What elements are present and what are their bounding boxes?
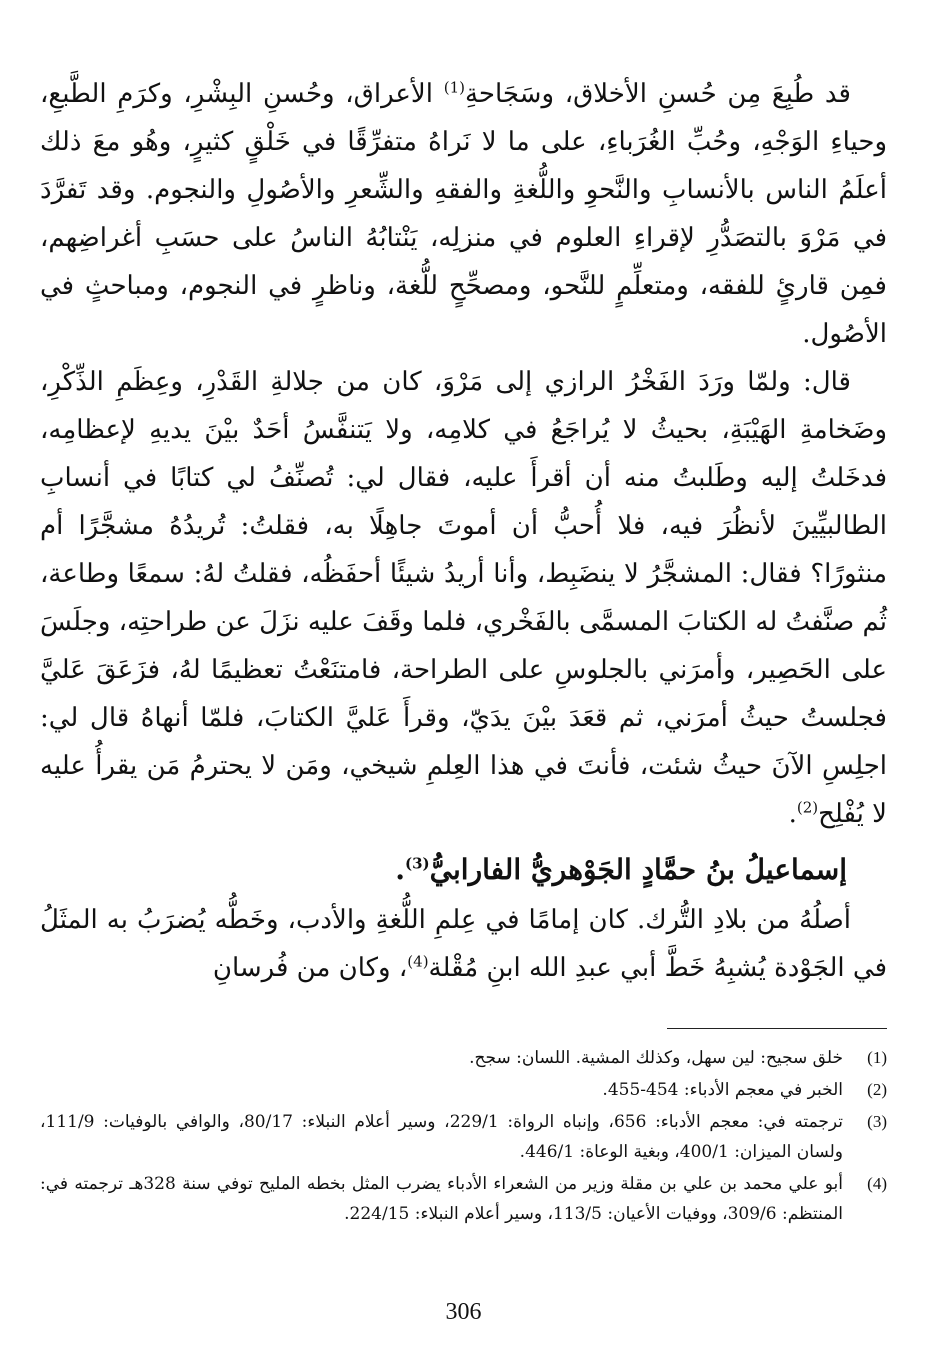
footnote-ref-2[interactable]: (2)	[796, 798, 819, 817]
footnote-text: ترجمته في: معجم الأدباء: 656، وإنباه الرواة: 229/1، وسير أعلام النبلاء: 80/17، والوافي بالوفيات: 111/9، ولسان الميزان: 400/1، وبغية الوعاة: 446/1.	[40, 1112, 844, 1162]
footnote-number: (1)	[867, 1048, 887, 1067]
footnote-ref-3[interactable]: (3)	[405, 854, 430, 873]
paragraph-3-part-a: أصلُهُ من بلادِ التُّرك. كان إمامًا في عِلمِ اللُّغةِ والأدب، وخَطُّه يُضرَبُ به المثَلُ في الجَوْدة يُشبِهُ خَطَّ أبي عبدِ الله ابنِ مُقْلة	[40, 905, 887, 983]
footnote-1	[40, 1043, 887, 1073]
paragraph-2	[40, 358, 887, 838]
footnote-ref-4[interactable]: (4)	[407, 952, 429, 971]
footnote-separator	[667, 1028, 887, 1029]
footnote-ref-1[interactable]: (1)	[443, 78, 465, 97]
footnote-text: الخبر في معجم الأدباء: 454-455.	[602, 1080, 843, 1100]
paragraph-2-text: قال: ولمّا ورَدَ الفَخْرُ الرازي إلى مَرْوَ، كان من جلالةِ القَدْرِ، وعِظَمِ الذِّكْرِ، وضَخامةِ الهَيْبَةِ، بحيثُ لا يُراجَعُ في كلامِه، ولا يَتنفَّسُ أحَدٌ بيْنَ يديهِ لإعظامِه، فدخَلتُ إليه وطَلبتُ منه أن أقرأَ عليه، فقال لي: تُصنِّفُ لي كتابًا في أنسابِ الطالبيِّينَ لأنظُرَ فيه، فلا أُحبُّ أن أموتَ جاهِلًا به، فقلتُ: تُريدُهُ مشجَّرًا أم منثورًا؟ فقال: المشجَّرُ لا ينضَبِط، وأنا أريدُ شيئًا أحفَظُه، فقلتُ لهُ: سمعًا وطاعة، ثُم صنَّفتُ له الكتابَ المسمَّى بالفَخْري، فلما وقَفَ عليه نزَلَ عن طراحتِه، وجلَسَ على الحَصِير، وأمرَني بالجلوسِ على الطراحة، فامتنَعْتُ تعظيمًا لهُ، فزَعَقَ عَليَّ فجلستُ حيثُ أمرَني، ثم قعَدَ بيْنَ يدَيّ، وقرأَ عَليَّ الكتابَ، فلمّا أنهاهُ قال لي: اجلِسِ الآنَ حيثُ شئت، فأنتَ في هذا العِلمِ شيخي، ومَن لا يحترمُ مَن يقرأُ عليه لا يُفْلِح	[40, 367, 887, 829]
paragraph-1	[40, 70, 887, 358]
paragraph-1-part-b: الأعراق، وحُسنِ البِشْرِ، وكرَمِ الطَّبعِ، وحياءِ الوَجْهِ، وحُبِّ الغُرَباءِ، على ما لا نَراهُ متفرِّقًا في خَلْقٍ كثيرٍ، وهُو معَ ذلك أعلَمُ الناس بالأنسابِ والنَّحوِ واللُّغةِ والفقهِ والشِّعرِ والأصُولِ والنجوم. وقد تَفرَّدَ في مَرْوَ بالتصَدُّرِ لإقراءِ العلوم في منزلِه، يَنْتابُهُ الناسُ على حسَبِ أغراضِهم، فمِن قارئٍ للفقه، ومتعلِّمٍ للنَّحو، ومصحِّحٍ للُّغة، وناظرٍ في النجوم، ومباحثٍ في الأصُول.	[40, 79, 887, 349]
footnote-3	[40, 1107, 887, 1167]
paragraph-1-part-a: قد طُبِعَ مِن حُسنِ الأخلاق، وسَجَاحةِ	[464, 79, 851, 109]
footnote-number: (4)	[867, 1174, 887, 1193]
heading-end: .	[395, 853, 405, 886]
footnote-text: خلق سجيح: لين سهل، وكذلك المشية. اللسان: سجح.	[469, 1048, 843, 1068]
footnote-separator-wrap	[40, 992, 887, 1043]
heading-title: إسماعيلُ بنُ حمَّادٍ الجَوْهريُّ الفارابيُّ	[429, 853, 847, 886]
paragraph-2-end: .	[788, 799, 797, 829]
footnotes	[40, 1043, 887, 1229]
main-text	[40, 70, 887, 992]
paragraph-3	[40, 896, 887, 992]
footnote-number: (2)	[867, 1080, 887, 1099]
footnote-2	[40, 1075, 887, 1105]
paragraph-3-part-b: ، وكان من فُرسانِ	[212, 953, 408, 983]
footnote-number: (3)	[867, 1112, 887, 1131]
page-number: 306	[445, 1299, 482, 1325]
section-heading	[40, 844, 887, 896]
book-page	[40, 70, 887, 1326]
footnote-4	[40, 1169, 887, 1229]
footnote-text: أبو علي محمد بن علي بن مقلة وزير من الشعراء الأدباء يضرب المثل بخطه المليح توفي سنة 328هـ ترجمته في: المنتظم: 309/6، ووفيات الأعيان: 113/5، وسير أعلام النبلاء: 224/15.	[40, 1174, 843, 1224]
